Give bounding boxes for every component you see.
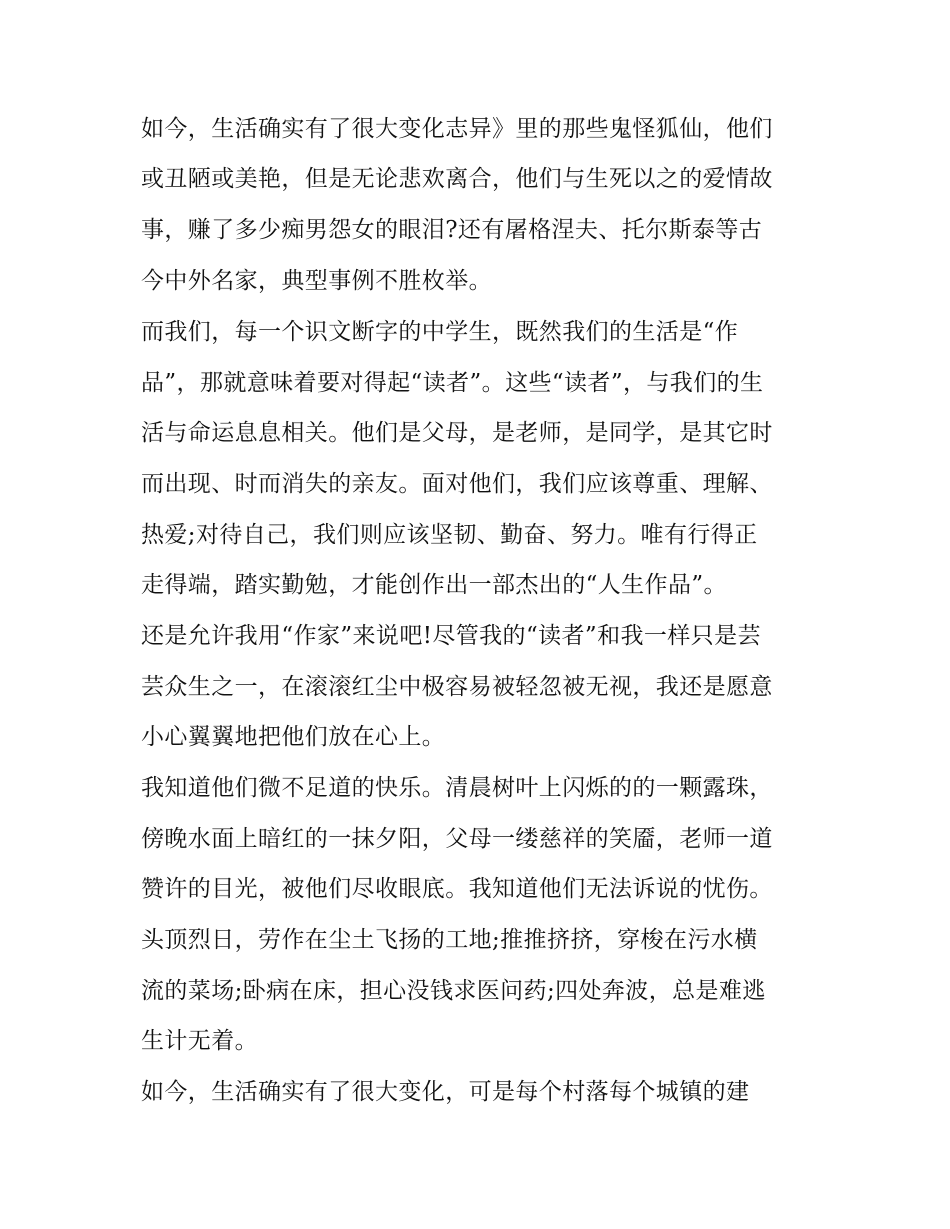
text-line: 今中外名家，典型事例不胜枚举。 (141, 268, 492, 294)
text-line: 流的菜场;卧病在床，担心没钱求医问药;四处奔波，总是难逃 (141, 978, 766, 1004)
text-line: 热爱;对待自己，我们则应该坚韧、勤奋、努力。唯有行得正 (141, 522, 758, 548)
text-line: 生计无着。 (141, 1028, 258, 1054)
text-line: 走得端，踏实勤勉，才能创作出一部杰出的“人生作品”。 (141, 572, 727, 598)
text-line: 头顶烈日，劳作在尘土飞扬的工地;推推挤挤，穿梭在污水横 (141, 927, 758, 953)
text-line: 如今，生活确实有了很大变化志异》里的那些鬼怪狐仙，他们 (141, 116, 773, 142)
text-line: 还是允许我用“作家”来说吧!尽管我的“读者”和我一样只是芸 (141, 623, 761, 649)
text-line: 小心翼翼地把他们放在心上。 (141, 724, 446, 750)
text-line: 品”，那就意味着要对得起“读者”。这些“读者”，与我们的生 (141, 370, 764, 396)
text-line: 或丑陋或美艳，但是无论悲欢离合，他们与生死以之的爱情故 (141, 166, 773, 192)
text-line: 活与命运息息相关。他们是父母，是老师，是同学，是其它时 (141, 420, 773, 446)
text-line: 而我们，每一个识文断字的中学生，既然我们的生活是“作 (141, 319, 739, 345)
text-line: 傍晚水面上暗红的一抹夕阳，父母一缕慈祥的笑靥，老师一道 (141, 826, 773, 852)
text-line: 赞许的目光，被他们尽收眼底。我知道他们无法诉说的忧伤。 (141, 876, 773, 902)
text-line: 事，赚了多少痴男怨女的眼泪?还有屠格涅夫、托尔斯泰等古 (141, 217, 763, 243)
text-line: 而出现、时而消失的亲友。面对他们，我们应该尊重、理解、 (141, 471, 773, 497)
text-line: 我知道他们微不足道的快乐。清晨树叶上闪烁的的一颗露珠， (141, 775, 773, 801)
text-line: 如今，生活确实有了很大变化，可是每个村落每个城镇的建 (141, 1079, 750, 1105)
text-line: 芸众生之一，在滚滚红尘中极容易被轻忽被无视，我还是愿意 (141, 674, 773, 700)
